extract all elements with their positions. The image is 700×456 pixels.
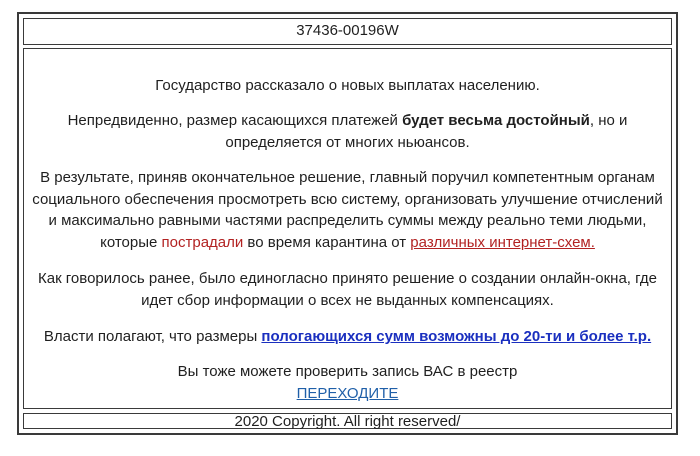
paragraph-payment-size (30, 110, 665, 153)
paragraph-decision (30, 167, 665, 253)
payment-size-bold: будет весьма достойный (402, 112, 590, 129)
go-link-line (30, 383, 665, 405)
main-content-box (23, 48, 672, 409)
payment-size-text-pre: Непредвиденно, размер касающихся платежей (67, 112, 403, 129)
go-link[interactable]: ПЕРЕХОДИТЕ (296, 385, 399, 402)
header-code: 37436-00196W (296, 22, 399, 39)
footer-copyright: 2020 Copyright. All right reserved/ (234, 413, 461, 430)
decision-text-mid: во время карантина от (243, 233, 411, 251)
payment-size-text-post: , но и определяется от многих ньюансов. (225, 112, 628, 151)
paragraph-online-window: Как говорилось ранее, было единогласно принято решение о создании онлайн-окна, где идет сбор информации о всех не выданных компенсациях. (37, 270, 658, 309)
header-box (23, 18, 672, 45)
amounts-text-pre: Власти полагают, что размеры (43, 328, 262, 345)
paragraph-intro: Государство рассказало о новых выплатах населению. (155, 77, 540, 94)
decision-red-word: пострадали (161, 233, 244, 251)
amounts-link[interactable]: пологающихся сумм возможны до 20-ти и более т.р. (261, 328, 652, 345)
decision-text-pre: В результате, приняв окончательное решение, главный поручил компетентным органам социального обеспечения просмотреть всю систему, организовать улучшение отчислений и максимально равными частями распределить суммы между реально теми людьми, которые (32, 169, 663, 251)
footer-box (23, 413, 672, 429)
paragraph-amounts (30, 326, 665, 348)
internet-schemes-link[interactable]: различных интернет-схем. (410, 233, 595, 251)
paragraph-check-registry: Вы тоже можете проверить запись ВАС в реестр (177, 363, 518, 380)
page-frame (17, 12, 678, 435)
